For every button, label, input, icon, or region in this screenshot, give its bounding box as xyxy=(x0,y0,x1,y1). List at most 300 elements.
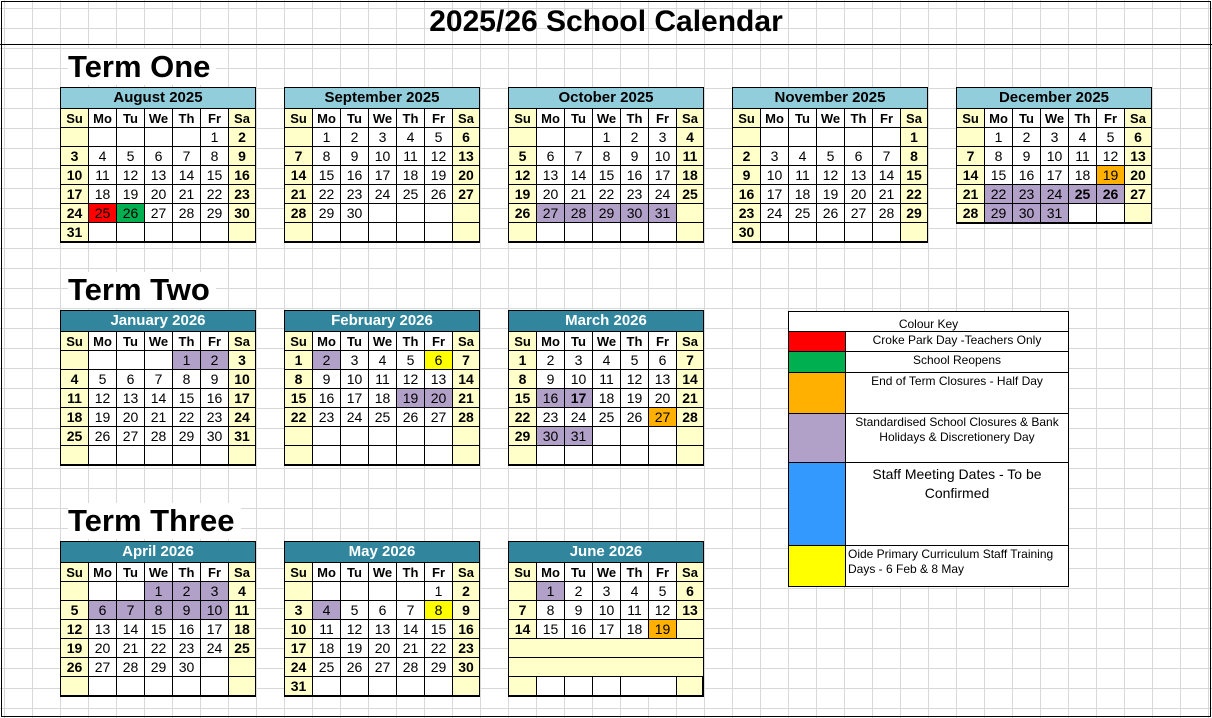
empty-day-cell xyxy=(509,223,537,242)
day-cell: 22 xyxy=(509,408,537,427)
day-cell: 5 xyxy=(341,601,369,620)
day-cell: 23 xyxy=(537,408,565,427)
day-cell: 10 xyxy=(201,601,229,620)
empty-day-cell xyxy=(453,204,479,223)
empty-day-cell xyxy=(89,223,117,242)
empty-day-cell xyxy=(369,677,397,696)
empty-day-cell xyxy=(425,223,453,242)
key-label: Standardised School Closures & Bank Holidays & Discretionery Day xyxy=(855,415,1059,444)
month-title: May 2026 xyxy=(285,542,479,563)
blank-row xyxy=(509,658,703,677)
empty-day-cell xyxy=(453,223,479,242)
day-cell: 12 xyxy=(61,620,89,639)
month-title: January 2026 xyxy=(61,311,255,332)
empty-day-cell xyxy=(677,446,703,465)
empty-day-cell xyxy=(397,582,425,601)
day-cell: 12 xyxy=(117,166,145,185)
day-cell: 16 xyxy=(565,620,593,639)
month-grid xyxy=(733,109,927,242)
day-cell: 13 xyxy=(1125,147,1151,166)
day-cell: 9 xyxy=(565,601,593,620)
key-label: School Reopens xyxy=(912,353,1002,367)
day-cell: 9 xyxy=(201,370,229,389)
day-cell: 14 xyxy=(957,166,985,185)
day-cell: 31 xyxy=(285,677,313,696)
day-cell: 21 xyxy=(285,185,313,204)
empty-day-cell xyxy=(229,677,255,696)
day-cell: 3 xyxy=(565,351,593,370)
day-cell: 9 xyxy=(453,601,479,620)
key-swatch-green xyxy=(789,352,846,372)
day-cell: 9 xyxy=(341,147,369,166)
weekday-header: Th xyxy=(621,109,649,128)
day-cell: 25 xyxy=(369,408,397,427)
month-grid xyxy=(61,332,255,465)
empty-day-cell xyxy=(509,677,537,696)
day-cell: 20 xyxy=(117,408,145,427)
day-cell: 28 xyxy=(285,204,313,223)
day-cell: 21 xyxy=(565,185,593,204)
day-cell: 26 xyxy=(61,658,89,677)
day-cell: 13 xyxy=(845,166,873,185)
empty-day-cell xyxy=(621,223,649,242)
day-cell: 2 xyxy=(565,582,593,601)
weekday-header: Sa xyxy=(229,109,255,128)
day-cell: 14 xyxy=(285,166,313,185)
day-cell: 25 xyxy=(1069,185,1097,204)
empty-day-cell xyxy=(817,128,845,147)
day-cell: 1 xyxy=(537,582,565,601)
month-title: November 2025 xyxy=(733,88,927,109)
empty-day-cell xyxy=(117,223,145,242)
day-cell: 3 xyxy=(649,128,677,147)
weekday-header: Fr xyxy=(873,109,901,128)
key-swatch-orange xyxy=(789,373,846,413)
day-cell: 2 xyxy=(453,582,479,601)
day-cell: 2 xyxy=(621,128,649,147)
day-cell: 27 xyxy=(1125,185,1151,204)
day-cell: 9 xyxy=(1013,147,1041,166)
empty-day-cell xyxy=(425,446,453,465)
weekday-header: Sa xyxy=(229,563,255,582)
day-cell: 31 xyxy=(565,427,593,446)
title-divider xyxy=(0,44,1212,45)
weekday-header: Su xyxy=(509,109,537,128)
month-calendar xyxy=(60,87,256,243)
weekday-header: Sa xyxy=(677,563,703,582)
empty-day-cell xyxy=(201,658,229,677)
day-cell: 24 xyxy=(369,185,397,204)
day-cell: 20 xyxy=(453,166,479,185)
day-cell: 22 xyxy=(593,185,621,204)
empty-day-cell xyxy=(761,223,789,242)
day-cell: 8 xyxy=(285,370,313,389)
empty-day-cell xyxy=(341,427,369,446)
key-swatch-yellow xyxy=(789,546,846,586)
day-cell: 20 xyxy=(369,639,397,658)
empty-day-cell xyxy=(649,446,677,465)
day-cell: 30 xyxy=(1013,204,1041,223)
empty-day-cell xyxy=(565,128,593,147)
day-cell: 16 xyxy=(621,166,649,185)
weekday-header: We xyxy=(145,332,173,351)
day-cell: 16 xyxy=(453,620,479,639)
day-cell: 5 xyxy=(621,351,649,370)
day-cell: 3 xyxy=(285,601,313,620)
day-cell: 17 xyxy=(285,639,313,658)
day-cell: 18 xyxy=(313,639,341,658)
weekday-header: Th xyxy=(173,563,201,582)
day-cell: 10 xyxy=(565,370,593,389)
day-cell: 16 xyxy=(173,620,201,639)
day-cell: 18 xyxy=(789,185,817,204)
day-cell: 7 xyxy=(145,370,173,389)
empty-day-cell xyxy=(201,446,229,465)
key-label: Staff Meeting Dates - To be Confirmed xyxy=(872,466,1042,501)
day-cell: 8 xyxy=(173,370,201,389)
day-cell: 9 xyxy=(229,147,255,166)
empty-day-cell xyxy=(425,677,453,696)
weekday-header: Th xyxy=(173,109,201,128)
empty-day-cell xyxy=(425,204,453,223)
weekday-header: Su xyxy=(285,563,313,582)
day-cell: 22 xyxy=(285,408,313,427)
day-cell: 5 xyxy=(397,351,425,370)
month-grid xyxy=(509,109,703,242)
day-cell: 26 xyxy=(425,185,453,204)
weekday-header: Mo xyxy=(313,332,341,351)
day-cell: 23 xyxy=(733,204,761,223)
empty-day-cell xyxy=(453,446,479,465)
day-cell: 20 xyxy=(1125,166,1151,185)
empty-day-cell xyxy=(117,582,145,601)
day-cell: 7 xyxy=(117,601,145,620)
weekday-header: Th xyxy=(397,109,425,128)
empty-day-cell xyxy=(61,351,89,370)
day-cell: 4 xyxy=(621,582,649,601)
day-cell: 10 xyxy=(593,601,621,620)
day-cell: 7 xyxy=(509,601,537,620)
day-cell: 20 xyxy=(649,389,677,408)
day-cell: 17 xyxy=(1041,166,1069,185)
empty-day-cell xyxy=(565,677,593,696)
day-cell: 26 xyxy=(509,204,537,223)
empty-day-cell xyxy=(565,446,593,465)
month-title: June 2026 xyxy=(509,542,703,563)
day-cell: 15 xyxy=(509,389,537,408)
empty-day-cell xyxy=(621,677,649,696)
day-cell: 13 xyxy=(369,620,397,639)
day-cell: 11 xyxy=(229,601,255,620)
day-cell: 29 xyxy=(173,427,201,446)
month-title: December 2025 xyxy=(957,88,1151,109)
empty-day-cell xyxy=(341,582,369,601)
empty-day-cell xyxy=(789,128,817,147)
day-cell: 19 xyxy=(621,389,649,408)
day-cell: 28 xyxy=(873,204,901,223)
weekday-header: Su xyxy=(61,332,89,351)
empty-day-cell xyxy=(1125,204,1151,223)
day-cell: 10 xyxy=(229,370,255,389)
weekday-header: Th xyxy=(173,332,201,351)
empty-day-cell xyxy=(1069,204,1097,223)
day-cell: 11 xyxy=(397,147,425,166)
day-cell: 24 xyxy=(565,408,593,427)
empty-day-cell xyxy=(201,677,229,696)
day-cell: 3 xyxy=(1041,128,1069,147)
day-cell: 3 xyxy=(341,351,369,370)
key-swatch-red xyxy=(789,332,846,351)
day-cell: 14 xyxy=(565,166,593,185)
day-cell: 19 xyxy=(341,639,369,658)
day-cell: 15 xyxy=(537,620,565,639)
day-cell: 20 xyxy=(425,389,453,408)
day-cell: 26 xyxy=(341,658,369,677)
day-cell: 3 xyxy=(61,147,89,166)
day-cell: 18 xyxy=(229,620,255,639)
day-cell: 3 xyxy=(201,582,229,601)
day-cell: 19 xyxy=(89,408,117,427)
weekday-header: Th xyxy=(397,563,425,582)
day-cell: 1 xyxy=(593,128,621,147)
day-cell: 3 xyxy=(761,147,789,166)
day-cell: 5 xyxy=(425,128,453,147)
day-cell: 30 xyxy=(201,427,229,446)
day-cell: 20 xyxy=(89,639,117,658)
day-cell: 8 xyxy=(145,601,173,620)
day-cell: 23 xyxy=(313,408,341,427)
day-cell: 24 xyxy=(341,408,369,427)
day-cell: 11 xyxy=(593,370,621,389)
day-cell: 12 xyxy=(649,601,677,620)
weekday-header: Fr xyxy=(201,332,229,351)
empty-day-cell xyxy=(621,427,649,446)
weekday-header: Fr xyxy=(201,109,229,128)
day-cell: 13 xyxy=(145,166,173,185)
weekday-header: Tu xyxy=(789,109,817,128)
empty-day-cell xyxy=(369,446,397,465)
month-calendar xyxy=(732,87,928,243)
weekday-header: Su xyxy=(733,109,761,128)
month-grid xyxy=(285,332,479,465)
day-cell: 28 xyxy=(565,204,593,223)
day-cell: 17 xyxy=(649,166,677,185)
day-cell: 3 xyxy=(369,128,397,147)
day-cell: 12 xyxy=(425,147,453,166)
day-cell: 18 xyxy=(593,389,621,408)
month-title: August 2025 xyxy=(61,88,255,109)
day-cell: 29 xyxy=(509,427,537,446)
day-cell: 17 xyxy=(369,166,397,185)
day-cell: 19 xyxy=(817,185,845,204)
day-cell: 5 xyxy=(817,147,845,166)
day-cell: 21 xyxy=(145,408,173,427)
day-cell: 17 xyxy=(761,185,789,204)
day-cell: 4 xyxy=(229,582,255,601)
day-cell: 27 xyxy=(89,658,117,677)
day-cell: 17 xyxy=(229,389,255,408)
day-cell: 25 xyxy=(397,185,425,204)
weekday-header: Tu xyxy=(1013,109,1041,128)
empty-day-cell xyxy=(341,223,369,242)
day-cell: 19 xyxy=(397,389,425,408)
month-grid xyxy=(285,109,479,242)
day-cell: 28 xyxy=(677,408,703,427)
month-title: February 2026 xyxy=(285,311,479,332)
empty-day-cell xyxy=(61,128,89,147)
day-cell: 6 xyxy=(649,351,677,370)
empty-day-cell xyxy=(537,128,565,147)
day-cell: 27 xyxy=(845,204,873,223)
day-cell: 31 xyxy=(61,223,89,242)
day-cell: 11 xyxy=(1069,147,1097,166)
day-cell: 27 xyxy=(117,427,145,446)
day-cell: 21 xyxy=(677,389,703,408)
empty-day-cell xyxy=(537,677,565,696)
month-grid xyxy=(285,563,479,696)
key-row-oide-training xyxy=(789,546,1068,586)
day-cell: 13 xyxy=(89,620,117,639)
empty-day-cell xyxy=(285,223,313,242)
day-cell: 20 xyxy=(145,185,173,204)
key-label: Oide Primary Curriculum Staff Training Days - 6 Feb & 8 May xyxy=(848,547,1054,576)
empty-day-cell xyxy=(593,446,621,465)
day-cell: 12 xyxy=(397,370,425,389)
month-title: September 2025 xyxy=(285,88,479,109)
weekday-header: Sa xyxy=(453,332,479,351)
day-cell: 31 xyxy=(649,204,677,223)
day-cell: 16 xyxy=(229,166,255,185)
empty-day-cell xyxy=(89,582,117,601)
weekday-header: Su xyxy=(61,563,89,582)
day-cell: 15 xyxy=(425,620,453,639)
month-grid xyxy=(509,332,703,465)
day-cell: 2 xyxy=(173,582,201,601)
day-cell: 1 xyxy=(313,128,341,147)
day-cell: 18 xyxy=(397,166,425,185)
day-cell: 28 xyxy=(453,408,479,427)
day-cell: 9 xyxy=(621,147,649,166)
day-cell: 4 xyxy=(397,128,425,147)
weekday-header: Fr xyxy=(649,109,677,128)
day-cell: 27 xyxy=(145,204,173,223)
empty-day-cell xyxy=(145,677,173,696)
weekday-header: Mo xyxy=(313,109,341,128)
day-cell: 30 xyxy=(173,658,201,677)
day-cell: 16 xyxy=(1013,166,1041,185)
empty-day-cell xyxy=(145,446,173,465)
day-cell: 16 xyxy=(537,389,565,408)
day-cell: 22 xyxy=(985,185,1013,204)
empty-day-cell xyxy=(89,446,117,465)
day-cell: 17 xyxy=(341,389,369,408)
empty-day-cell xyxy=(89,677,117,696)
day-cell: 6 xyxy=(369,601,397,620)
empty-day-cell xyxy=(313,446,341,465)
empty-day-cell xyxy=(285,128,313,147)
day-cell: 4 xyxy=(789,147,817,166)
day-cell: 3 xyxy=(593,582,621,601)
weekday-header: We xyxy=(369,109,397,128)
day-cell: 15 xyxy=(901,166,927,185)
month-grid xyxy=(957,109,1151,223)
day-cell: 5 xyxy=(1097,128,1125,147)
day-cell: 18 xyxy=(677,166,703,185)
page-title: 2025/26 School Calendar xyxy=(429,5,783,38)
weekday-header: Th xyxy=(1069,109,1097,128)
weekday-header: We xyxy=(593,563,621,582)
day-cell: 25 xyxy=(313,658,341,677)
day-cell: 26 xyxy=(621,408,649,427)
day-cell: 12 xyxy=(509,166,537,185)
day-cell: 13 xyxy=(425,370,453,389)
empty-day-cell xyxy=(369,223,397,242)
weekday-header: We xyxy=(369,563,397,582)
weekday-header: Sa xyxy=(229,332,255,351)
empty-day-cell xyxy=(369,427,397,446)
day-cell: 2 xyxy=(341,128,369,147)
weekday-header: Tu xyxy=(117,109,145,128)
empty-day-cell xyxy=(173,128,201,147)
weekday-header: We xyxy=(145,109,173,128)
empty-day-cell xyxy=(397,204,425,223)
weekday-header: Sa xyxy=(677,332,703,351)
day-cell: 26 xyxy=(117,204,145,223)
empty-day-cell xyxy=(873,128,901,147)
day-cell: 1 xyxy=(901,128,927,147)
colour-key xyxy=(788,311,1069,587)
day-cell: 9 xyxy=(733,166,761,185)
day-cell: 30 xyxy=(733,223,761,242)
weekday-header: Mo xyxy=(537,332,565,351)
month-title: March 2026 xyxy=(509,311,703,332)
day-cell: 22 xyxy=(201,185,229,204)
empty-day-cell xyxy=(649,677,677,696)
key-row-croke-park xyxy=(789,332,1068,352)
day-cell: 10 xyxy=(61,166,89,185)
day-cell: 19 xyxy=(1097,166,1125,185)
weekday-header: Mo xyxy=(761,109,789,128)
day-cell: 9 xyxy=(313,370,341,389)
day-cell: 7 xyxy=(397,601,425,620)
empty-day-cell xyxy=(117,351,145,370)
empty-day-cell xyxy=(733,128,761,147)
day-cell: 25 xyxy=(677,185,703,204)
day-cell: 4 xyxy=(89,147,117,166)
weekday-header: Su xyxy=(509,332,537,351)
day-cell: 28 xyxy=(397,658,425,677)
day-cell: 27 xyxy=(369,658,397,677)
weekday-header: Mo xyxy=(313,563,341,582)
colour-key-title: Colour Key xyxy=(789,312,1068,332)
empty-day-cell xyxy=(761,128,789,147)
weekday-header: Mo xyxy=(89,563,117,582)
weekday-header: Tu xyxy=(341,109,369,128)
day-cell: 19 xyxy=(425,166,453,185)
day-cell: 29 xyxy=(593,204,621,223)
weekday-header: Tu xyxy=(117,563,145,582)
empty-day-cell xyxy=(565,223,593,242)
day-cell: 30 xyxy=(537,427,565,446)
weekday-header: Mo xyxy=(985,109,1013,128)
month-calendar xyxy=(508,541,704,697)
day-cell: 16 xyxy=(733,185,761,204)
empty-day-cell xyxy=(89,128,117,147)
day-cell: 10 xyxy=(369,147,397,166)
day-cell: 4 xyxy=(593,351,621,370)
empty-day-cell xyxy=(313,427,341,446)
empty-day-cell xyxy=(397,223,425,242)
